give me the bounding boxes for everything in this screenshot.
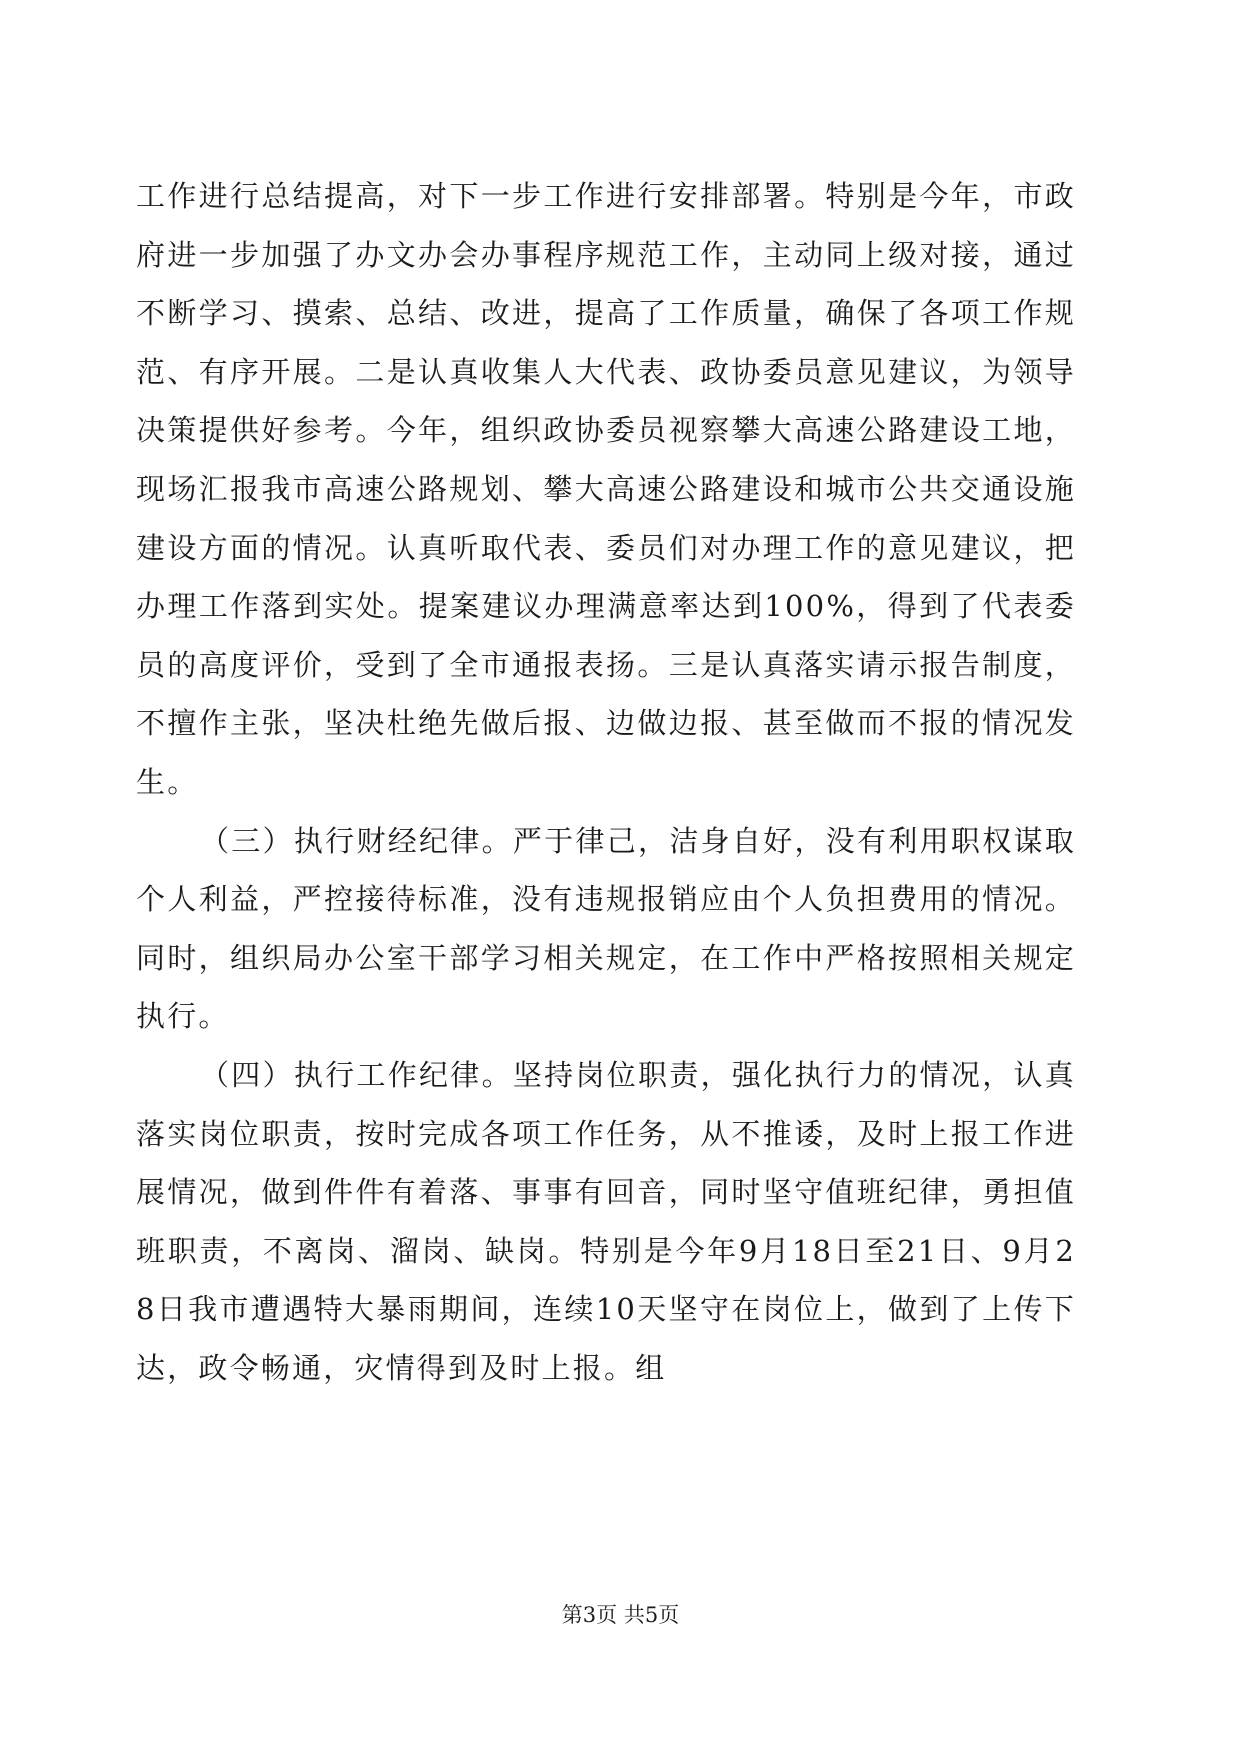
paragraph-work-discipline: （四）执行工作纪律。坚持岗位职责，强化执行力的情况，认真落实岗位职责，按时完成各项工作任务，从不推诿，及时上报工作进展情况，做到件件有着落、事事有回音，同时坚守值班纪律，勇担值班职责，不离岗、溜岗、缺岗。特别是今年9月18日至21日、9月28日我市遭遇特大暴雨期间，连续10天坚守在岗位上，做到了上传下达，政令畅通，灾情得到及时上报。组 <box>136 1057 1076 1385</box>
document-body <box>136 167 1076 1397</box>
paragraph-continuation: 工作进行总结提高，对下一步工作进行安排部署。特别是今年，市政府进一步加强了办文办会办事程序规范工作，主动同上级对接，通过不断学习、摸索、总结、改进，提高了工作质量，确保了各项工作规范、有序开展。二是认真收集人大代表、政协委员意见建议，为领导决策提供好参考。今年，组织政协委员视察攀大高速公路建设工地，现场汇报我市高速公路规划、攀大高速公路建设和城市公共交通设施建设方面的情况。认真听取代表、委员们对办理工作的意见建议，把办理工作落到实处。提案建议办理满意率达到100%，得到了代表委员的高度评价，受到了全市通报表扬。三是认真落实请示报告制度，不擅作主张，坚决杜绝先做后报、边做边报、甚至做而不报的情况发生。 <box>136 179 1076 799</box>
paragraph-financial-discipline: （三）执行财经纪律。严于律己，洁身自好，没有利用职权谋取个人利益，严控接待标准，没有违规报销应由个人负担费用的情况。同时，组织局办公室干部学习相关规定，在工作中严格按照相关规定执行。 <box>136 823 1076 1034</box>
page-number-footer: 第3页 共5页 <box>561 1603 680 1627</box>
